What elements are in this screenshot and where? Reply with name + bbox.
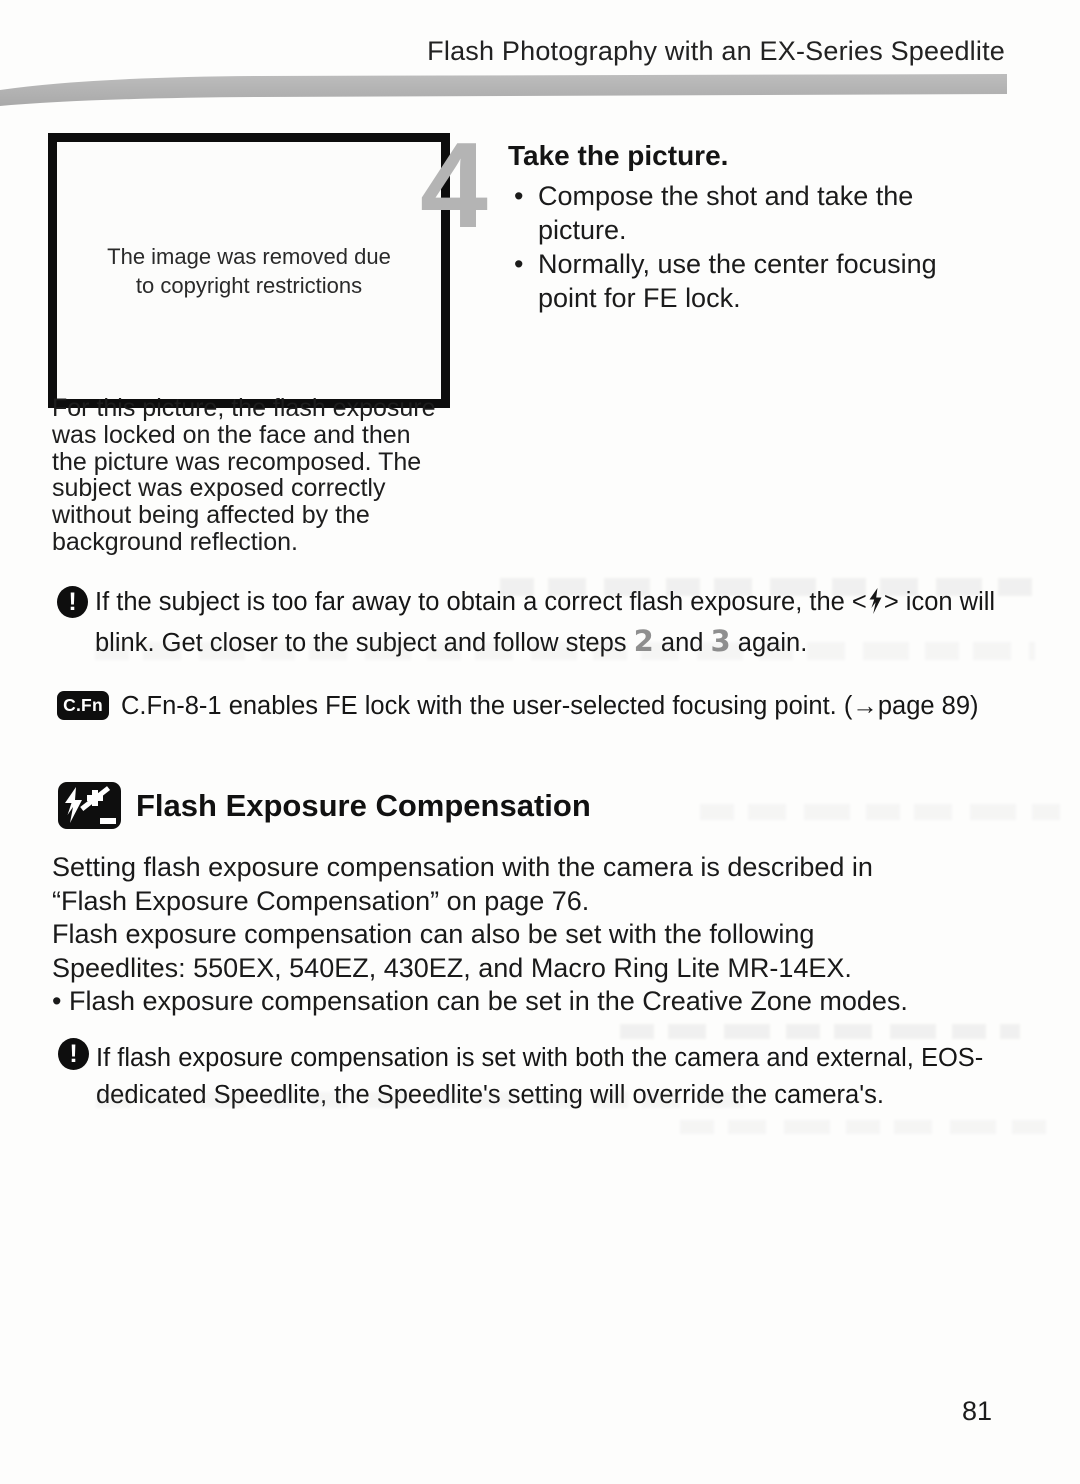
page-number: 81	[962, 1396, 993, 1426]
flash-exposure-compensation-icon	[58, 782, 121, 834]
page-showthrough	[700, 804, 1060, 820]
step-number: 4	[420, 117, 488, 253]
fec-body-text: Setting flash exposure compensation with the camera is described in “Flash Exposure Compensation” on page 76. Flash exposure compensation can also be set with the following Speedlites: 550EX, 540EZ, 430EZ, and Macro Ring Lite MR-14EX. • Flash exposure compensation can be set in the Creative Zone modes.	[52, 852, 908, 1016]
caution-exclamation-icon: !	[57, 586, 88, 618]
bullet-dot: •	[514, 181, 524, 211]
bullet-dot: •	[514, 249, 524, 279]
step-bullet: • Normally, use the center focusing point for FE lock.	[514, 249, 937, 313]
step-title: Take the picture.	[508, 140, 729, 171]
header-rule-bar	[0, 70, 1010, 106]
header-rule	[0, 70, 1010, 106]
page-showthrough	[96, 1092, 756, 1108]
step-bullet: • Compose the shot and take the picture.	[514, 181, 914, 245]
page-showthrough	[500, 578, 1045, 596]
caution1-line1: If the subject is too far away to obtain a correct flash exposure, the < > icon will	[95, 588, 995, 621]
step-ref-2: 2	[633, 624, 654, 658]
page-showthrough	[95, 642, 1035, 660]
page-showthrough	[680, 1120, 1050, 1134]
fec-section-title: Flash Exposure Compensation	[136, 788, 591, 823]
figure-placeholder-text: The image was removed due to copyright restrictions	[107, 243, 391, 298]
figure-placeholder-box	[48, 133, 450, 408]
cfn-badge: C.Fn	[57, 691, 109, 720]
step-ref-3: 3	[710, 624, 731, 658]
page-showthrough	[620, 1024, 1020, 1039]
caution2-text: If flash exposure compensation is set with both the camera and external, EOS- dedicated Speedlite, the Speedlite's setting will override the camera's.	[96, 1044, 984, 1109]
figure-caption: For this picture, the flash exposure was locked on the face and then the picture was recomposed. The subject was exposed correctly without being affected by the background reflection.	[52, 394, 436, 556]
page-header-title: Flash Photography with an EX-Series Speedlite	[427, 36, 1005, 66]
caution1-line2: blink. Get closer to the subject and follow steps 2 and 3 again.	[95, 624, 808, 658]
cfn-text: C.Fn-8-1 enables FE lock with the user-selected focusing point. (→page 89)	[121, 692, 979, 720]
caution-exclamation-icon: !	[58, 1038, 89, 1070]
step-bullets	[510, 180, 980, 316]
